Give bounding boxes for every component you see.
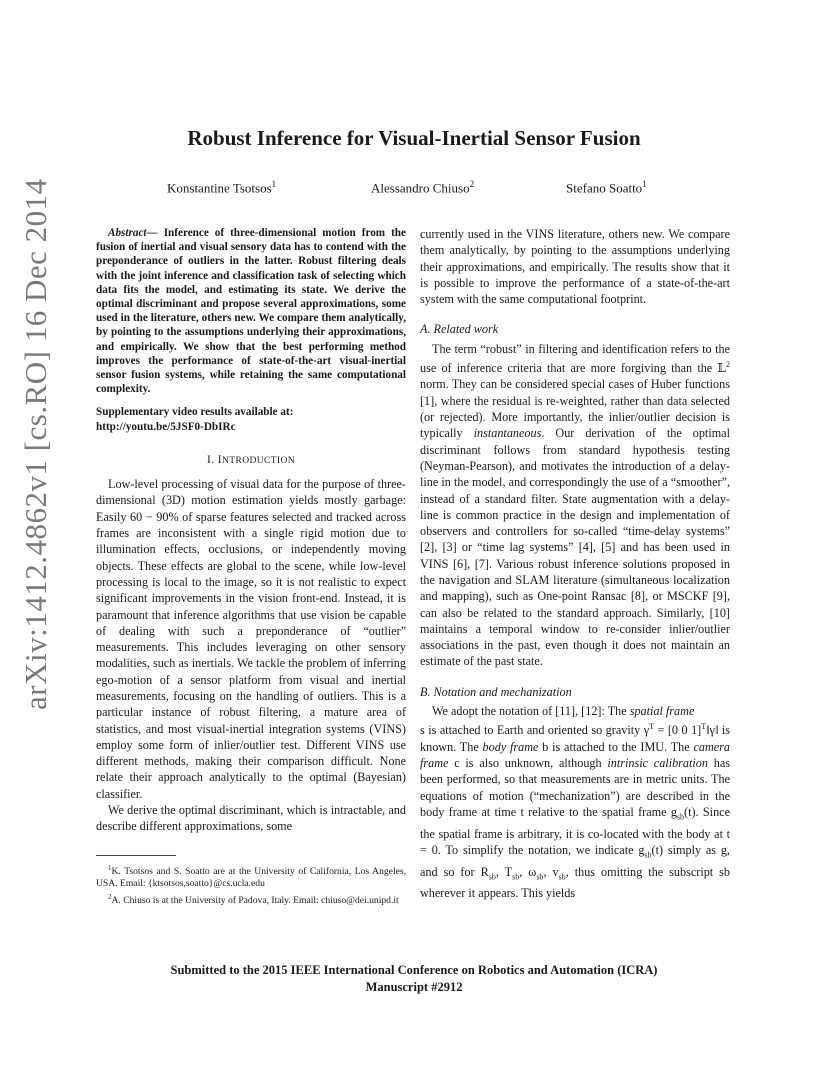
author-2-name: Alessandro Chiuso bbox=[371, 180, 470, 196]
l2-symbol: 𝕃 bbox=[717, 361, 726, 376]
related-work-text-2: norm. They can be considered special cases of Huber functions [1], where the residual is re-weighted, rather than data selected (or rejected). More importantly, the inlier/outlier decision is typically bbox=[420, 377, 730, 441]
author-2 bbox=[371, 175, 474, 197]
supplementary-link[interactable]: http://youtu.be/5JSF0-DbIRc bbox=[96, 420, 236, 433]
author-3 bbox=[566, 175, 647, 197]
abstract-text: — Inference of three-dimensional motion from the fusion of inertial and visual sensory data has to contend with the preponderance of outliers in the latter. Robust filtering deals with the joint inference and classification task of selecting which data fits the model, and estimating its state. We derive the optimal discriminant and propose several approximations, some used in the literature, others new. We compare them analytically, by pointing to the assumptions underlying their approximations, and empirically. We show that the best performing method improves the performance of state-of-the-art visual-inertial sensor fusion systems, while retaining the same computational complexity. bbox=[96, 227, 406, 396]
notation-text-6: c is also unknown, although bbox=[448, 756, 608, 771]
l2-exponent: 2 bbox=[726, 360, 730, 370]
intro-continued-paragraph: currently used in the VINS literature, others new. We compare them analytically, by pointing to the assumptions underlying their approximations, and empirically. The results show that it is possible to improve the performance of a state-of-the-art system with the same computational footprint. bbox=[420, 227, 730, 307]
left-column bbox=[96, 226, 406, 908]
related-work-text-1: The term “robust” in filtering and identification refers to the use of inference criteria that are more forgiving than the bbox=[420, 341, 730, 376]
footnote-1-mark: 1 bbox=[108, 863, 112, 872]
intro-paragraph-2: We derive the optimal discriminant, which is intractable, and describe different approximations, some bbox=[96, 803, 406, 834]
submission-line-1: Submitted to the 2015 IEEE International Conference on Robotics and Automation (ICRA) bbox=[170, 963, 658, 977]
notation-emphasis-4: intrinsic calibration bbox=[607, 756, 708, 771]
notation-text-2: s is attached to Earth and oriented so gravity γ bbox=[420, 723, 650, 738]
notation-text-5: b is attached to the IMU. The bbox=[538, 739, 694, 754]
notation-text-4: ‖γ‖ is known. The bbox=[420, 723, 730, 754]
notation-emphasis-3: camera frame bbox=[420, 739, 730, 771]
subscript-sb-4: sb bbox=[512, 872, 520, 882]
subscript-sb-3: sb bbox=[488, 872, 496, 882]
footnote-2-mark: 2 bbox=[108, 892, 112, 901]
footnote-rule bbox=[96, 855, 176, 862]
subscript-sb-2: sb bbox=[644, 850, 652, 860]
notation-text-1: We adopt the notation of [11], [12]: The bbox=[432, 704, 630, 719]
supplementary-line1: Supplementary video results available at: bbox=[96, 406, 294, 419]
footnote-2-text: A. Chiuso is at the University of Padova, Italy. Email: chiuso@dei.unipd.it bbox=[111, 895, 399, 907]
transpose-mark-1: T bbox=[649, 722, 654, 732]
author-1-name: Konstantine Tsotsos bbox=[167, 180, 272, 196]
paper-title: Robust Inference for Visual-Inertial Sensor Fusion bbox=[187, 126, 641, 150]
notation-paragraph bbox=[420, 703, 730, 902]
section-heading-introduction bbox=[96, 452, 406, 469]
notation-text-3: = [0 0 1] bbox=[653, 723, 702, 738]
footnote-2 bbox=[96, 891, 406, 908]
section-initial: I bbox=[217, 453, 222, 466]
supplementary-note bbox=[96, 405, 406, 433]
footnote-1 bbox=[96, 862, 406, 891]
abstract-lead: Abstract bbox=[108, 227, 147, 239]
notation-text-12: , v bbox=[543, 864, 559, 879]
section-number: I. bbox=[206, 453, 218, 466]
submission-line-2: Manuscript #2912 bbox=[365, 980, 463, 994]
abstract bbox=[96, 226, 406, 396]
notation-text-9: (t) simply as g, and so for R bbox=[420, 842, 730, 879]
author-1 bbox=[167, 175, 276, 197]
arxiv-watermark: arXiv:1412.4862v1 [cs.RO] 16 Dec 2014 bbox=[18, 178, 53, 710]
subscript-sb-1: sb bbox=[676, 812, 685, 822]
related-work-emphasis: instantaneous bbox=[473, 426, 542, 441]
author-3-name: Stefano Soatto bbox=[566, 180, 643, 196]
footnote-1-text: K. Tsotsos and S. Soatto are at the University of California, Los Angeles, USA. Email: {ktsotsos,soatto}@cs.ucla.edu bbox=[96, 865, 406, 890]
notation-text-7: has been performed, so that measurements are in metric units. The equations of motion (“mechanization”) are described in the body frame at time t relative to the spatial frame g bbox=[420, 756, 730, 819]
related-work-text-3: . Our derivation of the optimal discriminant follows from standard hypothesis testing (Neyman-Pearson), and motivates the introduction of a delay-line in the model, and correspondingly the use of a “smoother”, instead of a standard filter. State augmentation with a delay-line is common practice in the design and implementation of observers and controllers for so-called “time-delay systems” [2], [3] or “time lag systems” [4], [5] and has been used in VINS [6], [7]. Various robust inference solutions proposed in the navigation and SLAM literature (simultaneous localization and mapping), such as One-point Ransac [8], or MSCKF [9], can also be related to the standard approach. Similarly, [10] maintains a temporal window to re-consider inlier/outlier associations in the past, even though it does not maintain an estimate of the past state. bbox=[420, 426, 730, 669]
subsection-heading-related-work: A. Related work bbox=[420, 322, 499, 337]
section-rest: NTRODUCTION bbox=[222, 455, 296, 466]
subscript-sb-5: sb bbox=[536, 872, 544, 882]
notation-emphasis-2: body frame bbox=[482, 739, 539, 754]
author-2-mark: 2 bbox=[469, 179, 475, 189]
subsection-heading-notation: B. Notation and mechanization bbox=[420, 684, 572, 699]
subscript-sb-6: sb bbox=[558, 872, 566, 882]
intro-paragraph-1: Low-level processing of visual data for the purpose of three-dimensional (3D) motion estimation yields mostly garbage: Easily 60 − 90% of sparse features selected and tracked across frames are inconsistent with a single rigid motion due to illumination effects, occlusions, or independently moving objects. These effects are global to the scene, while low-level processing is local to the image, so it is not realistic to expect significant improvements in the vision front-end. Instead, it is paramount that inference algorithms that use vision be capable of dealing with such a preponderance of “outlier” measurements. This includes leveraging on other sensory modalities, such as inertials. We tackle the problem of inferring ego-motion of a sensor platform from visual and inertial measurements, focusing on the handling of outliers. This is a particular instance of robust filtering, a mature area of statistics, and most visual-inertial integration systems (VINS) employ some form of inlier/outlier test. Different VINS use different methods, making their comparison difficult. None relate their approach analytically to the optimal (Bayesian) classifier. bbox=[96, 477, 406, 801]
notation-text-10: , T bbox=[495, 864, 513, 879]
author-3-mark: 1 bbox=[642, 179, 647, 189]
related-work-paragraph bbox=[420, 341, 730, 670]
submission-note bbox=[0, 962, 828, 996]
notation-text-11: , ω bbox=[519, 864, 537, 879]
transpose-mark-2: T bbox=[701, 722, 707, 732]
notation-emphasis-1: spatial frame bbox=[629, 704, 695, 719]
right-column bbox=[420, 226, 730, 902]
notation-text-8: (t). Since the spatial frame is arbitrary, it is co-located with the body at t = 0. To simplify the notation, we indicate g bbox=[420, 804, 730, 857]
author-1-mark: 1 bbox=[271, 179, 277, 189]
notation-text-13: , thus omitting the subscript sb wherever it appears. This yields bbox=[420, 864, 731, 901]
